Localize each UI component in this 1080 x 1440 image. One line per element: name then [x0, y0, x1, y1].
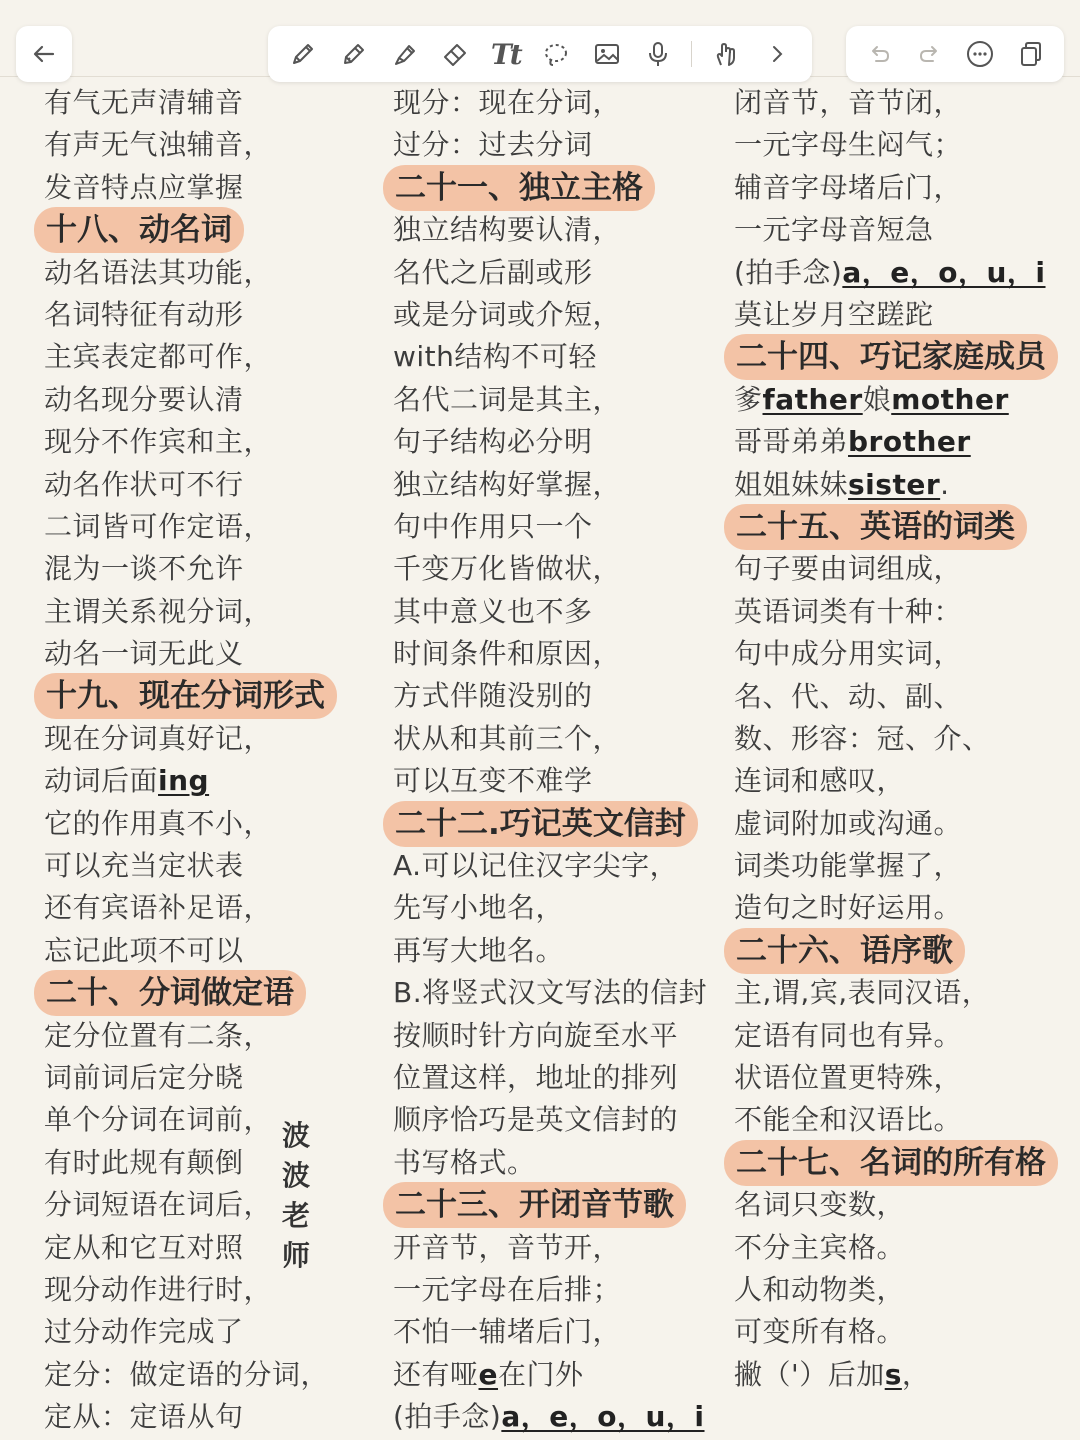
- note-text: 过分：过去分词: [393, 128, 593, 162]
- english-term: a，e，o，u，i: [842, 255, 1046, 289]
- note-line: [734, 803, 1080, 845]
- note-line: [44, 379, 364, 421]
- note-text: 定分：做定语的分词，: [44, 1357, 330, 1391]
- note-text: 句中作用只一个: [393, 509, 593, 543]
- toolbar-separator: [691, 41, 692, 67]
- note-text: 一元字母音短急: [734, 213, 934, 247]
- note-column-left: [44, 82, 364, 1439]
- eraser-icon[interactable]: [438, 37, 472, 71]
- note-line: [734, 676, 1080, 718]
- note-line: [44, 1354, 364, 1396]
- note-line: [393, 718, 723, 760]
- note-text: 爹: [734, 382, 763, 416]
- pen-icon[interactable]: [286, 37, 320, 71]
- note-text: 哥哥弟弟: [734, 425, 849, 459]
- note-line: [44, 930, 364, 972]
- section-heading-text: 二十四、巧记家庭成员: [724, 334, 1058, 380]
- note-text: 在门外: [498, 1357, 584, 1391]
- note-text: 动名现分要认清: [44, 382, 244, 416]
- note-line: [734, 379, 1080, 421]
- note-line: [734, 209, 1080, 251]
- note-text: 它的作用真不小，: [44, 806, 273, 840]
- note-line: [734, 718, 1080, 760]
- note-text: A.可以记住汉字尖字，: [393, 849, 679, 883]
- note-text: 不怕一辅堵后门，: [393, 1315, 622, 1349]
- note-line: [393, 1015, 723, 1057]
- side-note-char: 老: [281, 1199, 310, 1232]
- note-line: [44, 718, 364, 760]
- note-line: [44, 1227, 364, 1269]
- note-line: [44, 633, 364, 675]
- section-heading: [393, 1182, 723, 1228]
- note-line: [44, 760, 364, 802]
- note-text: 发音特点应掌握: [44, 170, 244, 204]
- note-text: 句子结构必分明: [393, 425, 593, 459]
- note-line: [734, 1354, 1080, 1396]
- note-line: [393, 336, 723, 378]
- note-text: 主宾表定都可作，: [44, 340, 273, 374]
- note-text: 动名语法其功能，: [44, 255, 273, 289]
- note-line: [734, 591, 1080, 633]
- section-heading-text: 二十二.巧记英文信封: [383, 801, 698, 847]
- note-text: 状从和其前三个，: [393, 721, 622, 755]
- section-heading: [44, 673, 364, 719]
- english-term: father: [762, 382, 863, 416]
- note-text: 独立结构要认清，: [393, 213, 622, 247]
- note-line: [393, 506, 723, 548]
- note-text: 单个分词在词前，: [44, 1103, 273, 1137]
- note-line: [393, 591, 723, 633]
- note-text: 英语词类有十种：: [734, 594, 963, 628]
- note-text: 可以互变不难学: [393, 764, 593, 798]
- note-line: [393, 124, 723, 166]
- note-text: 或是分词或介短，: [393, 297, 622, 331]
- note-line: [44, 845, 364, 887]
- chevron-right-icon[interactable]: [760, 37, 794, 71]
- note-line: [734, 845, 1080, 887]
- section-heading: [393, 165, 723, 211]
- section-heading: [44, 970, 364, 1016]
- note-text: 其中意义也不多: [393, 594, 593, 628]
- note-text: (拍手念): [734, 255, 843, 289]
- highlighter-icon[interactable]: [388, 37, 422, 71]
- section-heading: [393, 801, 723, 847]
- english-term: a，e，o，u，i: [501, 1400, 705, 1434]
- note-text: 独立结构好掌握，: [393, 467, 622, 501]
- english-term: s: [884, 1357, 902, 1391]
- note-line: [44, 124, 364, 166]
- note-text: 定从：定语从句: [44, 1400, 244, 1434]
- note-line: [393, 1311, 723, 1353]
- note-line: [44, 167, 364, 209]
- section-heading: [734, 334, 1080, 380]
- note-text: ，: [901, 1357, 931, 1391]
- text-tool-label: Tt: [490, 37, 521, 71]
- note-text: 定语有同也有异。: [734, 1018, 963, 1052]
- note-line: [44, 1269, 364, 1311]
- section-heading: [734, 928, 1080, 974]
- note-line: [44, 1311, 364, 1353]
- note-line: [44, 506, 364, 548]
- undo-icon[interactable]: [862, 37, 896, 71]
- note-text: 还有哑: [393, 1357, 479, 1391]
- note-text: 状语位置更特殊，: [734, 1061, 963, 1095]
- note-text: 先写小地名，: [393, 891, 565, 925]
- note-column-right: [734, 82, 1080, 1396]
- note-text: 娘: [862, 382, 892, 416]
- note-line: [44, 1015, 364, 1057]
- section-heading: [734, 504, 1080, 550]
- note-line: [734, 294, 1080, 336]
- note-text: 现分不作宾和主，: [44, 425, 273, 459]
- section-heading-text: 二十六、语序歌: [724, 928, 965, 974]
- note-line: [44, 1396, 364, 1438]
- note-text: 可以充当定状表: [44, 849, 244, 883]
- section-heading-text: 二十三、开闭音节歌: [383, 1182, 686, 1228]
- author-signature: [281, 1116, 311, 1276]
- note-line: [734, 421, 1080, 463]
- note-text: 有声无气浊辅音，: [44, 128, 273, 162]
- note-line: [734, 972, 1080, 1014]
- hand-gesture-icon[interactable]: [709, 37, 743, 71]
- section-heading-text: 二十一、独立主格: [383, 165, 655, 211]
- note-line: [734, 1227, 1080, 1269]
- note-text: 姐姐妹妹: [734, 467, 849, 501]
- english-term: mother: [891, 382, 1009, 416]
- text-tool-icon[interactable]: [489, 37, 523, 71]
- note-line: [393, 1227, 723, 1269]
- note-line: [734, 464, 1080, 506]
- side-note-char: 师: [281, 1239, 310, 1272]
- note-text: 二词皆可作定语，: [44, 509, 273, 543]
- drawing-tools-bar: [268, 26, 812, 82]
- note-text: 方式伴随没别的: [393, 679, 593, 713]
- section-heading: [44, 207, 364, 253]
- note-line: [44, 336, 364, 378]
- note-text: 按顺时针方向旋至水平: [393, 1018, 679, 1052]
- note-line: [734, 1269, 1080, 1311]
- note-line: [393, 209, 723, 251]
- note-line: [44, 464, 364, 506]
- note-text: 句中成分用实词，: [734, 637, 963, 671]
- note-text: 一元字母在后排；: [393, 1272, 622, 1306]
- note-text: 定分位置有二条，: [44, 1018, 273, 1052]
- redo-icon[interactable]: [913, 37, 947, 71]
- pages-icon[interactable]: [1014, 37, 1048, 71]
- arrow-left-icon: [27, 37, 61, 71]
- note-line: [734, 633, 1080, 675]
- note-line: [393, 1142, 723, 1184]
- note-line: [734, 760, 1080, 802]
- note-line: [44, 1099, 364, 1141]
- note-line: [44, 1057, 364, 1099]
- english-term: sister: [848, 467, 941, 501]
- note-text: 词类功能掌握了，: [734, 849, 963, 883]
- note-text: 造句之时好运用。: [734, 891, 963, 925]
- side-note-char: 波: [281, 1119, 310, 1152]
- note-text: B.将竖式汉文写法的信封: [393, 976, 708, 1010]
- note-line: [44, 82, 364, 124]
- note-text: 动名作状可不行: [44, 467, 244, 501]
- note-text: 可变所有格。: [734, 1315, 906, 1349]
- note-text: 有气无声清辅音: [44, 86, 244, 119]
- note-text: 过分动作完成了: [44, 1315, 244, 1349]
- note-line: [393, 675, 723, 717]
- note-line: [734, 167, 1080, 209]
- note-line: [393, 972, 723, 1014]
- note-text: (拍手念): [393, 1400, 502, 1434]
- english-term: ing: [158, 764, 210, 798]
- note-line: [393, 1396, 723, 1438]
- note-line: [734, 252, 1080, 294]
- note-text: 定从和它互对照: [44, 1230, 244, 1264]
- english-term: e: [478, 1357, 499, 1391]
- note-column-middle: [393, 82, 723, 1439]
- note-line: [393, 379, 723, 421]
- note-text: 现分：现在分词，: [393, 86, 622, 119]
- note-line: [393, 421, 723, 463]
- note-line: [44, 591, 364, 633]
- note-text: 闭音节，音节闭，: [734, 86, 963, 119]
- note-text: 句子要由词组成，: [734, 552, 963, 586]
- note-line: [734, 1184, 1080, 1226]
- note-line: [44, 887, 364, 929]
- image-icon[interactable]: [590, 37, 624, 71]
- note-line: [393, 760, 723, 802]
- note-line: [734, 1099, 1080, 1141]
- note-line: [44, 548, 364, 590]
- microphone-icon[interactable]: [641, 37, 675, 71]
- note-text: 动名一词无此义: [44, 637, 244, 671]
- note-text: 顺序恰巧是英文信封的: [393, 1103, 679, 1137]
- note-text: 还有宾语补足语，: [44, 891, 273, 925]
- note-line: [734, 548, 1080, 590]
- note-line: [734, 124, 1080, 166]
- note-line: [44, 294, 364, 336]
- note-line: [393, 82, 723, 124]
- note-text: 位置这样，地址的排列: [393, 1061, 679, 1095]
- note-line: [393, 1354, 723, 1396]
- section-heading-text: 十八、动名词: [34, 207, 244, 253]
- note-text: 莫让岁月空蹉跎: [734, 297, 934, 331]
- note-line: [393, 1057, 723, 1099]
- note-text: 书写格式。: [393, 1145, 536, 1179]
- note-text: 连词和感叹，: [734, 764, 906, 798]
- note-text: 名代二词是其主，: [393, 382, 622, 416]
- note-text: .: [940, 467, 950, 501]
- note-line: [734, 1311, 1080, 1353]
- note-text: 有时此规有颠倒: [44, 1145, 244, 1179]
- note-text: 混为一谈不允许: [44, 552, 244, 586]
- note-text: 人和动物类，: [734, 1273, 906, 1306]
- note-line: [734, 1015, 1080, 1057]
- note-text: 主,谓,宾,表同汉语，: [734, 976, 991, 1010]
- note-text: 动词后面: [44, 764, 159, 798]
- note-text: 分词短语在词后，: [44, 1188, 273, 1222]
- note-line: [734, 887, 1080, 929]
- note-text: 不分主宾格。: [734, 1230, 906, 1264]
- note-text: 一元字母生闷气；: [734, 128, 963, 162]
- note-text: with结构不可轻: [393, 340, 597, 374]
- note-text: 名、代、动、副、: [734, 679, 963, 713]
- note-text: 时间条件和原因，: [393, 637, 622, 671]
- note-text: 现在分词真好记，: [44, 721, 273, 755]
- note-line: [393, 464, 723, 506]
- note-text: 忘记此项不可以: [44, 933, 244, 967]
- note-line: [393, 252, 723, 294]
- note-text: 虚词附加或沟通。: [734, 806, 963, 840]
- note-line: [44, 1142, 364, 1184]
- note-line: [393, 1099, 723, 1141]
- note-line: [393, 930, 723, 972]
- note-text: 主谓关系视分词，: [44, 594, 273, 628]
- english-term: brother: [848, 425, 971, 459]
- top-toolbar: [0, 0, 1080, 86]
- lasso-icon[interactable]: [539, 37, 573, 71]
- note-line: [734, 1057, 1080, 1099]
- section-heading-text: 二十七、名词的所有格: [724, 1140, 1058, 1186]
- note-text: 名词只变数，: [734, 1188, 906, 1222]
- note-line: [393, 294, 723, 336]
- note-line: [44, 803, 364, 845]
- actions-bar: [846, 26, 1064, 82]
- note-line: [734, 82, 1080, 124]
- note-text: 开音节，音节开，: [393, 1230, 622, 1264]
- section-heading-text: 二十五、英语的词类: [724, 504, 1027, 550]
- note-text: 数、形容：冠、介、: [734, 721, 991, 755]
- note-text: 词前词后定分晓: [44, 1061, 244, 1095]
- note-text: 名代之后副或形: [393, 255, 593, 289]
- note-line: [44, 252, 364, 294]
- note-line: [393, 845, 723, 887]
- side-note-char: 波: [281, 1159, 310, 1192]
- note-text: 撇（'）后加: [734, 1357, 885, 1391]
- note-text: 千变万化皆做状，: [393, 552, 622, 586]
- section-heading: [734, 1140, 1080, 1186]
- note-line: [393, 887, 723, 929]
- note-line: [393, 1269, 723, 1311]
- note-text: 现分动作进行时，: [44, 1272, 273, 1306]
- note-text: 不能全和汉语比。: [734, 1103, 963, 1137]
- section-heading-text: 十九、现在分词形式: [34, 673, 337, 719]
- note-line: [44, 421, 364, 463]
- note-line: [44, 1184, 364, 1226]
- note-line: [393, 633, 723, 675]
- note-text: 名词特征有动形: [44, 297, 244, 331]
- more-icon[interactable]: [963, 37, 997, 71]
- back-button[interactable]: [16, 26, 72, 82]
- note-line: [393, 548, 723, 590]
- note-text: 辅音字母堵后门，: [734, 170, 963, 204]
- note-text: 再写大地名。: [393, 933, 565, 967]
- section-heading-text: 二十、分词做定语: [34, 970, 306, 1016]
- pencil-icon[interactable]: [337, 37, 371, 71]
